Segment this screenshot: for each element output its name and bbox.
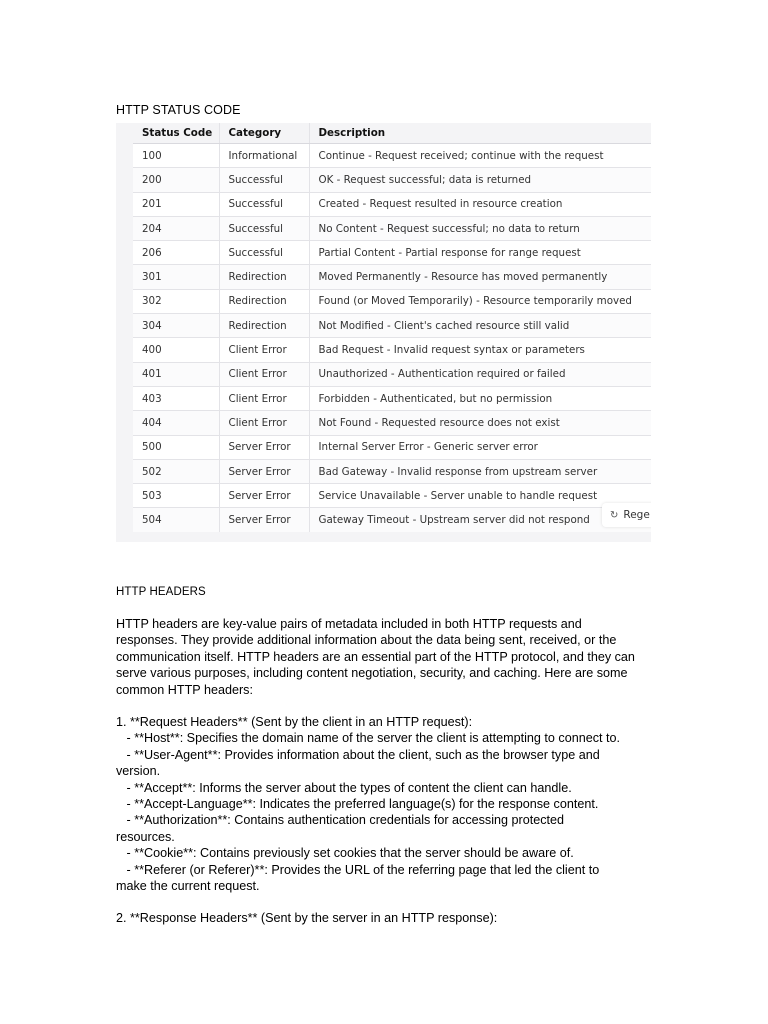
text-line: - **Authorization**: Contains authentication credentials for accessing protected: [116, 813, 565, 828]
table-row: [133, 508, 651, 532]
table-row: [133, 314, 651, 338]
status-code-heading: HTTP STATUS CODE: [116, 103, 241, 117]
status-code-cell: 204: [133, 216, 219, 240]
status-code-cell: 201: [133, 192, 219, 216]
table-row: [133, 362, 651, 386]
request-headers-list: [116, 714, 656, 894]
text-line: - **Cookie**: Contains previously set cookies that the server should be aware of.: [116, 846, 574, 861]
http-headers-heading: HTTP HEADERS: [116, 586, 206, 598]
status-code-cell: 504: [133, 508, 219, 532]
description-cell: Moved Permanently - Resource has moved permanently: [309, 265, 651, 289]
category-cell: Redirection: [219, 289, 309, 313]
text-line: - **Referer (or Referer)**: Provides the URL of the referring page that led the client to: [116, 862, 600, 877]
text-line: make the current request.: [116, 879, 260, 894]
status-code-cell: 403: [133, 386, 219, 410]
category-cell: Successful: [219, 241, 309, 265]
table-row: [133, 338, 651, 362]
refresh-icon: ↻: [610, 509, 619, 521]
status-code-cell: 401: [133, 362, 219, 386]
status-code-cell: 500: [133, 435, 219, 459]
description-cell: Bad Gateway - Invalid response from upstream server: [309, 459, 651, 483]
text-line: - **Accept**: Informs the server about the types of content the client can handle.: [116, 780, 572, 795]
status-code-cell: 304: [133, 314, 219, 338]
column-header-category: Category: [219, 123, 309, 144]
description-cell: Continue - Request received; continue with the request: [309, 144, 651, 168]
table-row: [133, 289, 651, 313]
description-cell: OK - Request successful; data is returned: [309, 168, 651, 192]
category-cell: Client Error: [219, 362, 309, 386]
status-code-cell: 200: [133, 168, 219, 192]
text-line: serve various purposes, including content negotiation, security, and caching. Here are some: [116, 666, 628, 681]
table-header-row: [133, 123, 651, 144]
status-code-cell: 404: [133, 411, 219, 435]
column-header-status-code: Status Code: [133, 123, 219, 144]
category-cell: Redirection: [219, 314, 309, 338]
status-code-cell: 206: [133, 241, 219, 265]
status-code-cell: 302: [133, 289, 219, 313]
status-code-cell: 100: [133, 144, 219, 168]
text-line: version.: [116, 764, 161, 779]
table-row: [133, 386, 651, 410]
category-cell: Client Error: [219, 411, 309, 435]
description-cell: Gateway Timeout - Upstream server did not respond: [309, 508, 651, 532]
table-row: [133, 435, 651, 459]
table-row: [133, 459, 651, 483]
category-cell: Successful: [219, 216, 309, 240]
category-cell: Informational: [219, 144, 309, 168]
description-cell: Created - Request resulted in resource creation: [309, 192, 651, 216]
table-row: [133, 144, 651, 168]
category-cell: Server Error: [219, 484, 309, 508]
text-line: 1. **Request Headers** (Sent by the client in an HTTP request):: [116, 715, 473, 729]
intro-paragraph: [116, 616, 656, 698]
table-row: [133, 265, 651, 289]
status-code-table: [133, 123, 651, 532]
category-cell: Server Error: [219, 459, 309, 483]
column-header-description: Description: [309, 123, 651, 144]
table-row: [133, 484, 651, 508]
description-cell: Found (or Moved Temporarily) - Resource temporarily moved: [309, 289, 651, 313]
description-cell: Bad Request - Invalid request syntax or parameters: [309, 338, 651, 362]
response-headers-list: [116, 910, 656, 926]
table-row: [133, 192, 651, 216]
description-cell: Not Modified - Client's cached resource still valid: [309, 314, 651, 338]
table-row: [133, 241, 651, 265]
description-cell: Forbidden - Authenticated, but no permission: [309, 386, 651, 410]
category-cell: Successful: [219, 168, 309, 192]
text-line: - **Accept-Language**: Indicates the preferred language(s) for the response content.: [116, 797, 599, 812]
description-cell: Partial Content - Partial response for range request: [309, 241, 651, 265]
text-line: HTTP headers are key-value pairs of metadata included in both HTTP requests and: [116, 617, 582, 631]
text-line: common HTTP headers:: [116, 682, 253, 697]
category-cell: Client Error: [219, 338, 309, 362]
status-code-cell: 301: [133, 265, 219, 289]
text-line: responses. They provide additional information about the data being sent, received, or the: [116, 633, 617, 648]
category-cell: Server Error: [219, 508, 309, 532]
category-cell: Client Error: [219, 386, 309, 410]
category-cell: Server Error: [219, 435, 309, 459]
description-cell: Not Found - Requested resource does not exist: [309, 411, 651, 435]
category-cell: Redirection: [219, 265, 309, 289]
regenerate-label: Rege: [623, 509, 650, 521]
status-code-cell: 502: [133, 459, 219, 483]
status-code-cell: 400: [133, 338, 219, 362]
text-line: resources.: [116, 829, 175, 844]
table-row: [133, 216, 651, 240]
category-cell: Successful: [219, 192, 309, 216]
table-row: [133, 411, 651, 435]
text-line: communication itself. HTTP headers are an essential part of the HTTP protocol, and they can: [116, 649, 635, 664]
description-cell: Unauthorized - Authentication required or failed: [309, 362, 651, 386]
text-line: - **User-Agent**: Provides information about the client, such as the browser type and: [116, 747, 600, 762]
text-line: - **Host**: Specifies the domain name of the server the client is attempting to connect to.: [116, 731, 621, 746]
table-row: [133, 168, 651, 192]
status-code-cell: 503: [133, 484, 219, 508]
description-cell: No Content - Request successful; no data to return: [309, 216, 651, 240]
regenerate-button[interactable]: [602, 503, 651, 527]
status-code-table-image: [116, 123, 651, 542]
description-cell: Service Unavailable - Server unable to handle request: [309, 484, 651, 508]
description-cell: Internal Server Error - Generic server error: [309, 435, 651, 459]
text-line: 2. **Response Headers** (Sent by the server in an HTTP response):: [116, 911, 498, 925]
